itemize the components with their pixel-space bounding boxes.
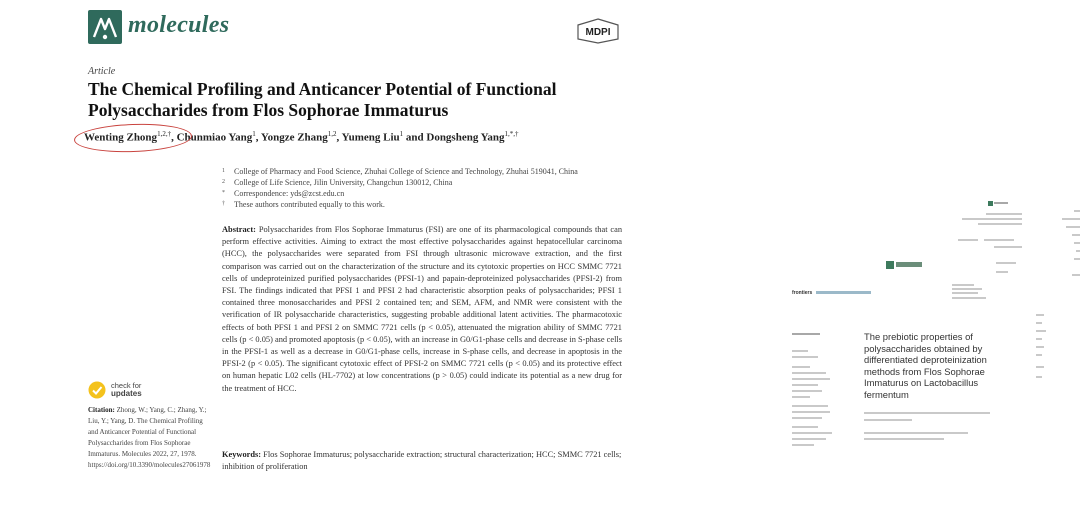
author-name: Wenting Zhong: [84, 131, 158, 144]
affiliation-item: [222, 166, 578, 177]
affiliation-mark: 2: [222, 179, 225, 185]
publisher-label: MDPI: [585, 27, 611, 38]
thumbnail-publisher: frontiers: [792, 290, 813, 296]
affiliation-item: [222, 188, 578, 199]
abstract-label: Abstract:: [222, 225, 256, 234]
affiliation-mark: *: [222, 190, 225, 196]
author-affiliation-mark: 1: [399, 130, 404, 138]
affiliation-item: [222, 199, 578, 210]
affiliation-item: [222, 177, 578, 188]
author-name: Yumeng Liu: [341, 131, 400, 144]
mdpi-logo-icon: [576, 18, 620, 44]
affiliation-text: These authors contributed equally to this work.: [234, 200, 385, 209]
keywords-text: Flos Sophorae Immaturus; polysaccharide extraction; structural characterization; HCC; SMMC 7721 cells; inhibition of proliferation: [222, 450, 622, 472]
author-name: Chunmiao Yang: [176, 131, 253, 144]
molecules-logo-icon: [88, 10, 122, 44]
affiliation-text: College of Life Science, Jilin University, Changchun 130012, China: [234, 178, 453, 187]
check-for-updates-badge[interactable]: [88, 381, 142, 399]
citation-text: Zhong, W.; Yang, C.; Zhang, Y.; Liu, Y.; Yang, D. The Chemical Profiling and Anticancer Potential of Functional Polysaccharides from Flos Sophorae Immaturus. Molecules 2022, 27, 1978. https://doi.org/10.3390/molecules27061978: [88, 406, 211, 469]
keywords: [222, 449, 622, 473]
article-type: Article: [88, 66, 116, 77]
keywords-label: Keywords:: [222, 450, 262, 459]
highlight-circle: [74, 122, 193, 154]
author-separator: ,: [171, 131, 177, 144]
affiliation-list: [222, 166, 578, 210]
affiliation-text: Correspondence: yds@zcst.edu.cn: [234, 189, 345, 198]
thumbnail-journal-logo-icon: [886, 261, 894, 269]
author-separator: and: [403, 131, 427, 144]
partial-page-edge: [1036, 190, 1080, 430]
author-separator: ,: [255, 131, 261, 144]
thumbnail-article-page: [782, 190, 1022, 490]
affiliation-text: College of Pharmacy and Food Science, Zhuhai College of Science and Technology, Zhuhai 519041, China: [234, 167, 578, 176]
abstract: [222, 224, 622, 395]
article-title: The Chemical Profiling and Anticancer Potential of Functional Polysaccharides from Flos Sophorae Immaturus: [88, 79, 557, 120]
citation-block: [88, 405, 211, 471]
journal-name: molecules: [128, 12, 230, 38]
thumbnail-header-logo-icon: [988, 201, 993, 206]
author-affiliation-mark: 1: [252, 130, 256, 138]
affiliation-mark: †: [222, 201, 225, 207]
thumbnail-article-title: The prebiotic properties of polysaccharides obtained by differentiated deproteinization methods from Flos Sophorae Immaturus on Lactobacillus fermentum: [864, 331, 987, 400]
author-name: Yongze Zhang: [260, 131, 328, 144]
check-updates-icon: [88, 381, 106, 399]
citation-label: Citation:: [88, 406, 115, 414]
author-separator: ,: [336, 131, 342, 144]
check-updates-line1: check for: [111, 381, 142, 390]
author-affiliation-mark: 1,2: [327, 130, 337, 138]
author-affiliation-mark: 1,2,†: [157, 130, 172, 138]
check-updates-line2: updates: [111, 389, 142, 398]
author-affiliation-mark: 1,*,†: [504, 130, 519, 138]
author-name: Dongsheng Yang: [426, 131, 505, 144]
abstract-text: Polysaccharides from Flos Sophorae Immaturus (FSI) are one of its pharmacological compounds that can perform effective activities. Aiming to extract the most effective polysaccharides against hepatocellular carcinoma (HCC), the polysaccharides were separated from FSI through ultrasonic microwave extraction, and the first comparison was carried out on the characterization of the structure and its cytotoxic properties on HCC SMMC 7721 cells of undeproteinized purified polysaccharides (PFSI-1) and papain-deproteinized polysaccharides (PFSI-2) from FSI. The findings indicated that PFSI 1 and PFSI 2 had characteristic absorption peaks of polysaccharides; PFSI 1 contained three monosaccharides and PFSI 2 contained ten; and SEM, AFM, and NMR were consistent with the verification of IR polysaccharide characteristics, suggesting probable additional latent activities. The pharmacotoxic effects of both PFSI 1 and PFSI 2 on SMMC 7721 cells (p < 0.05), attenuated the migration ability of SMMC 7721 cells (p < 0.05) and promoted apoptosis (p < 0.05), with an increase in G0/G1-phase cells and decrease in S-phase cells in the PFSI-1 as well as a decrease in G0/G1-phase cells, increase in S-phase cells, and decrease in apoptosis in the PFSI-2 (p < 0.05). The significant cytotoxic effect of PFSI-2 on SMMC 7721 cells (p < 0.05) and its protective effect on human hepatic L02 cells (HL-7702) at low concentrations (p > 0.05) could indicate its potential as a new drug for the treatment of HCC.: [222, 225, 623, 393]
affiliation-mark: 1: [222, 168, 225, 174]
